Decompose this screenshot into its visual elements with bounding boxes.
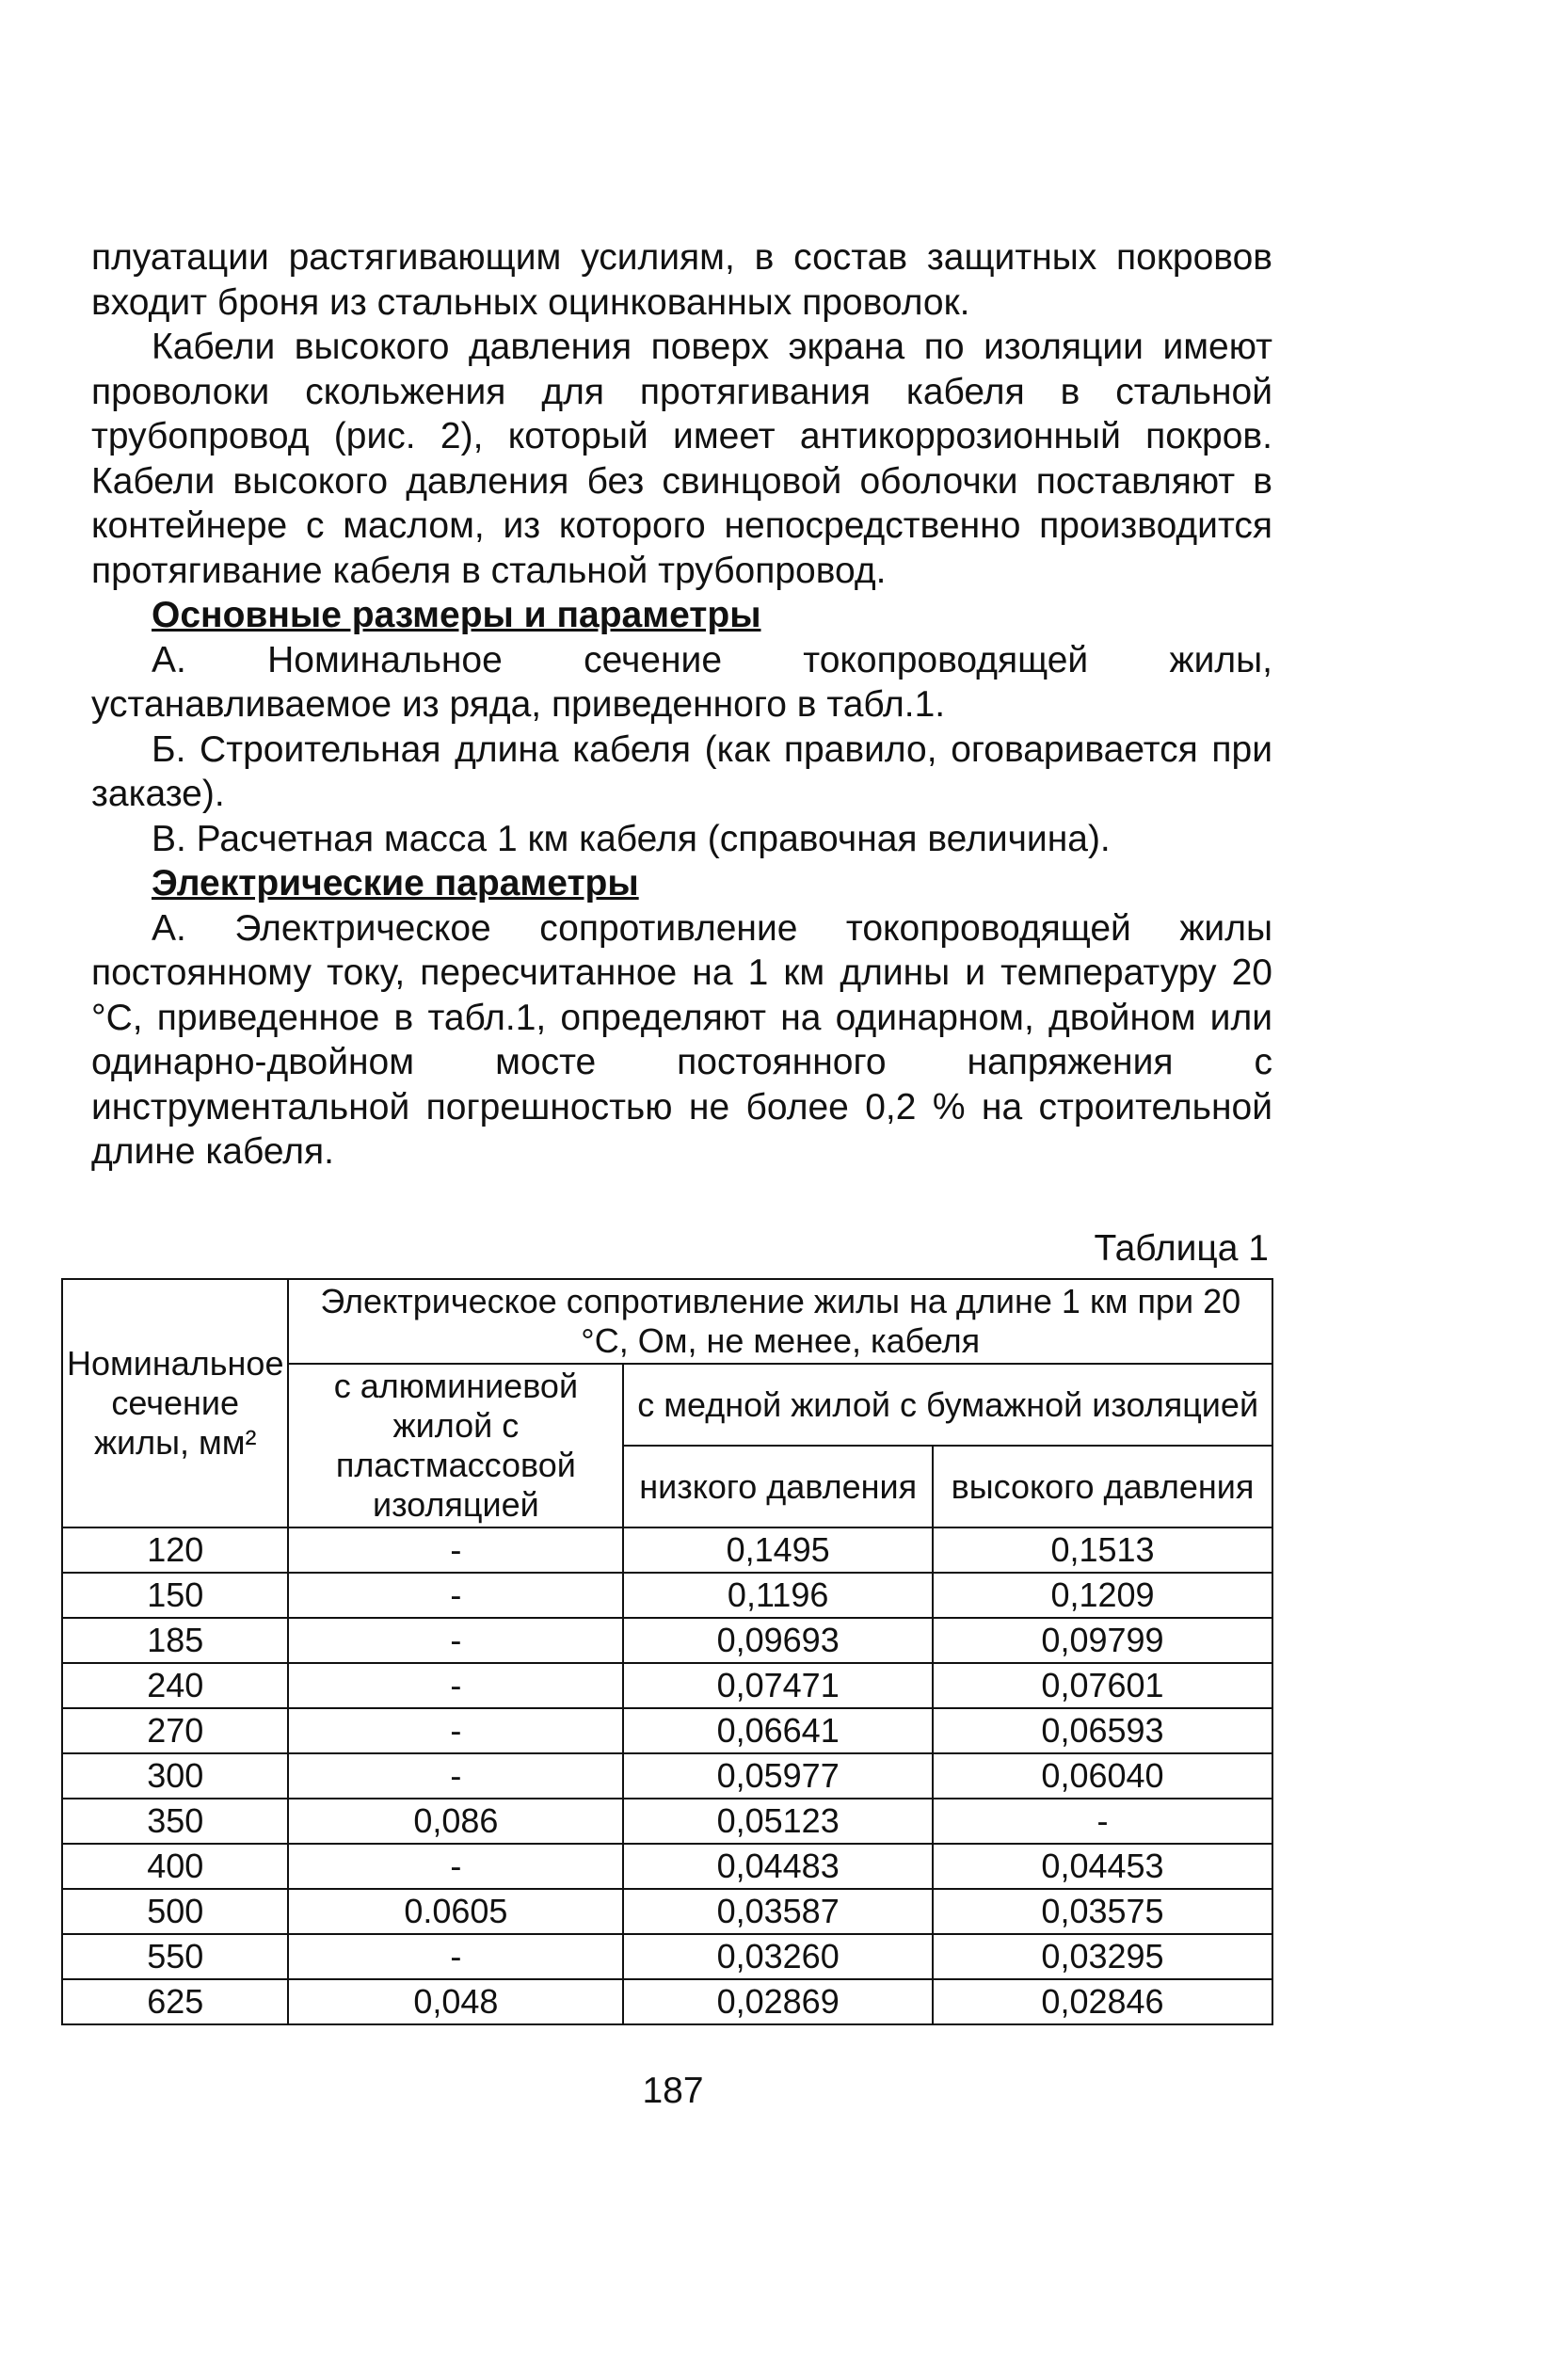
low-pressure-resistance-cell: 0,03587 [623, 1889, 933, 1934]
heading-main-dimensions: Основные размеры и параметры [152, 595, 761, 635]
low-pressure-column-header: низкого давления [623, 1446, 933, 1527]
high-pressure-resistance-cell: 0,02846 [933, 1979, 1272, 2024]
high-pressure-resistance-cell: - [933, 1799, 1272, 1844]
high-pressure-resistance-cell: 0,1513 [933, 1527, 1272, 1573]
table-header-row [62, 1279, 1272, 1364]
section-cell: 550 [62, 1934, 288, 1979]
aluminum-resistance-cell: - [288, 1573, 623, 1618]
paragraph-item-a: А. Номинальное сечение токопроводящей жилы, устанавливаемое из ряда, приведенного в табл.1. [91, 639, 1272, 725]
section-cell: 400 [62, 1844, 288, 1889]
paragraph-electrical-resistance: А. Электрическое сопротивление токопроводящей жилы постоянному току, пересчитанное на 1 км длины и температуру 20 °С, приведенное в табл.1, определяют на одинарном, двойном или одинарно-двойном мосте постоянного напряжения с инструментальной погрешностью не более 0,2 % на строительной длине кабеля. [91, 907, 1272, 1172]
table-row [62, 1799, 1272, 1844]
paragraph-high-pressure-cables: Кабели высокого давления поверх экрана по изоляции имеют проволоки скольжения для протягивания кабеля в стальной трубопровод (рис. 2), который имеет антикоррозионный покров. Кабели высокого давления без свинцовой оболочки поставляют в контейнере с маслом, из которого непосредственно производится протягивание кабеля в стальной трубопровод. [91, 327, 1272, 591]
high-pressure-column-header: высокого давления [933, 1446, 1272, 1527]
low-pressure-resistance-cell: 0,02869 [623, 1979, 933, 2024]
aluminum-resistance-cell: - [288, 1663, 623, 1708]
aluminum-resistance-cell: 0,086 [288, 1799, 623, 1844]
high-pressure-resistance-cell: 0,03295 [933, 1934, 1272, 1979]
low-pressure-resistance-cell: 0,03260 [623, 1934, 933, 1979]
aluminum-resistance-cell: - [288, 1708, 623, 1753]
table-row [62, 1618, 1272, 1663]
body-text [91, 235, 1272, 1175]
section-cell: 240 [62, 1663, 288, 1708]
paragraph-continuation: плуатации растягивающим усилиям, в состав защитных покровов входит броня из стальных оцинкованных проволок. [91, 237, 1272, 323]
aluminum-resistance-cell: - [288, 1753, 623, 1799]
low-pressure-resistance-cell: 0,05977 [623, 1753, 933, 1799]
table-row [62, 1979, 1272, 2024]
section-column-header: Номинальное сечение жилы, мм² [62, 1279, 288, 1527]
section-cell: 185 [62, 1618, 288, 1663]
table-row [62, 1889, 1272, 1934]
table-row [62, 1573, 1272, 1618]
aluminum-resistance-cell: 0,048 [288, 1979, 623, 2024]
aluminum-resistance-cell: - [288, 1844, 623, 1889]
section-cell: 350 [62, 1799, 288, 1844]
paragraph-item-v: В. Расчетная масса 1 км кабеля (справочная величина). [152, 818, 1111, 859]
table-row [62, 1708, 1272, 1753]
low-pressure-resistance-cell: 0,05123 [623, 1799, 933, 1844]
high-pressure-resistance-cell: 0,1209 [933, 1573, 1272, 1618]
low-pressure-resistance-cell: 0,07471 [623, 1663, 933, 1708]
table-row [62, 1663, 1272, 1708]
section-cell: 150 [62, 1573, 288, 1618]
section-cell: 300 [62, 1753, 288, 1799]
table-row [62, 1934, 1272, 1979]
low-pressure-resistance-cell: 0,1196 [623, 1573, 933, 1618]
section-cell: 120 [62, 1527, 288, 1573]
table-row [62, 1527, 1272, 1573]
high-pressure-resistance-cell: 0,09799 [933, 1618, 1272, 1663]
low-pressure-resistance-cell: 0,1495 [623, 1527, 933, 1573]
heading-electrical-parameters: Электрические параметры [152, 863, 639, 904]
page-number: 187 [642, 2071, 704, 2111]
high-pressure-resistance-cell: 0,03575 [933, 1889, 1272, 1934]
resistance-group-header: Электрическое сопротивление жилы на длине 1 км при 20 °С, Ом, не менее, кабеля [288, 1279, 1272, 1364]
aluminum-resistance-cell: - [288, 1527, 623, 1573]
aluminum-column-header: с алюминиевой жилой с пластмассовой изоляцией [288, 1364, 623, 1527]
table-caption: Таблица 1 [1094, 1228, 1269, 1269]
section-cell: 625 [62, 1979, 288, 2024]
high-pressure-resistance-cell: 0,06593 [933, 1708, 1272, 1753]
low-pressure-resistance-cell: 0,04483 [623, 1844, 933, 1889]
low-pressure-resistance-cell: 0,09693 [623, 1618, 933, 1663]
aluminum-resistance-cell: 0.0605 [288, 1889, 623, 1934]
table-row [62, 1844, 1272, 1889]
low-pressure-resistance-cell: 0,06641 [623, 1708, 933, 1753]
high-pressure-resistance-cell: 0,04453 [933, 1844, 1272, 1889]
aluminum-resistance-cell: - [288, 1618, 623, 1663]
resistance-table [61, 1278, 1273, 2025]
section-cell: 500 [62, 1889, 288, 1934]
copper-group-header: с медной жилой с бумажной изоляцией [623, 1364, 1272, 1446]
aluminum-resistance-cell: - [288, 1934, 623, 1979]
section-cell: 270 [62, 1708, 288, 1753]
high-pressure-resistance-cell: 0,07601 [933, 1663, 1272, 1708]
table-row [62, 1753, 1272, 1799]
paragraph-item-b: Б. Строительная длина кабеля (как правило, оговаривается при заказе). [91, 728, 1272, 814]
high-pressure-resistance-cell: 0,06040 [933, 1753, 1272, 1799]
